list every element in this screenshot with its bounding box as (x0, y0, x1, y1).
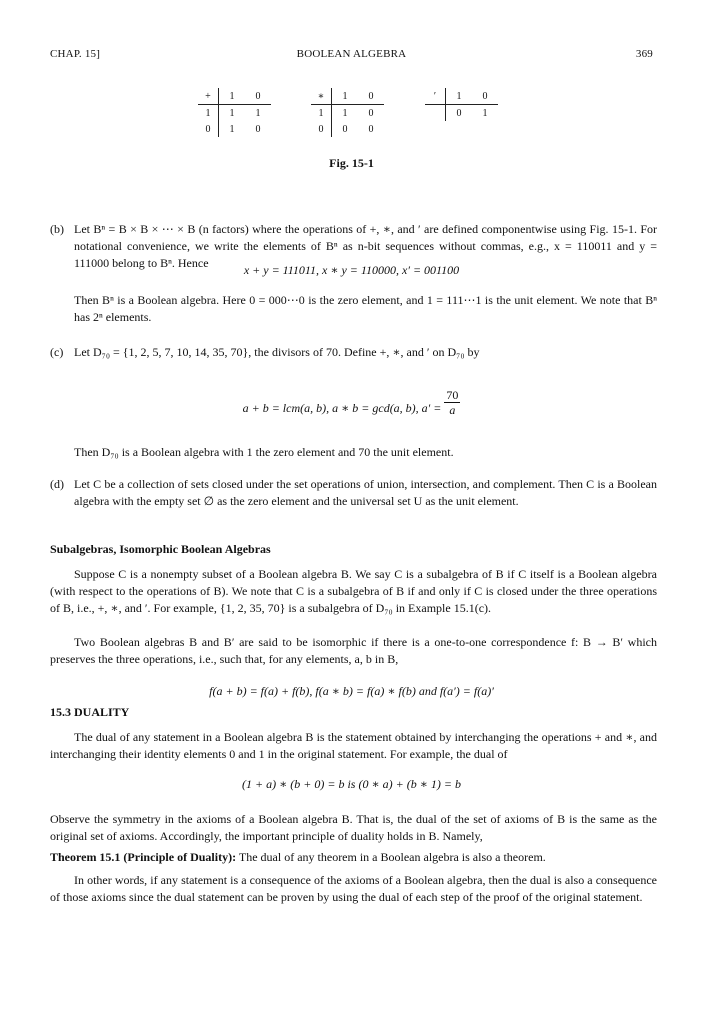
table-col-header: 1 (332, 88, 359, 105)
table-col-header: 0 (245, 88, 271, 105)
running-title: BOOLEAN ALGEBRA (296, 48, 407, 60)
theorem-label: Theorem 15.1 (Principle of Duality): (50, 850, 237, 864)
table-cell: 1 (482, 107, 488, 119)
table-cell: 1 (229, 107, 235, 119)
paragraph: Two Boolean algebras B and B′ are said to be isomorphic if there is a one-to-one correspondence f: B → B′ which preserves the three operations, i.e., such that, for any elements, a, b in B, (50, 635, 657, 666)
chapter-label: CHAP. 15] (50, 48, 101, 60)
figure-caption: Fig. 15-1 (329, 156, 374, 170)
equation-c (0, 387, 703, 417)
or-table (198, 88, 271, 137)
complement-table (425, 88, 498, 121)
example-c-conclusion (50, 444, 657, 464)
table-col-header: 1 (219, 88, 246, 105)
table-cell: 0 (342, 123, 348, 135)
table-cell: 0 (456, 107, 462, 119)
section-heading: Subalgebras, Isomorphic Boolean Algebras (50, 542, 271, 556)
table-operator: ′ (425, 88, 446, 105)
paragraph: Suppose C is a nonempty subset of a Boolean algebra B. We say C is a subalgebra of B if C itself is a Boolean algebra (with respect to the operations of B). We note that C is a subalgebra of B if and only if C is closed under the three operations of B, i.e., +, ∗, and ′. For example, {1, 2, 35, 70} is a subalgebra of D₇₀ in Example 15.1(c). (50, 567, 657, 615)
fraction-denominator: a (449, 402, 456, 417)
example-text: Then D₇₀ is a Boolean algebra with 1 the zero element and 70 the unit element. (74, 445, 454, 459)
example-text: Let D₇₀ = {1, 2, 5, 7, 10, 14, 35, 70}, the divisors of 70. Define +, ∗, and ′ on D₇₀ by (74, 345, 480, 359)
example-b-conclusion (50, 292, 657, 332)
section-heading: 15.3 DUALITY (50, 705, 130, 719)
table-cell: 1 (342, 107, 348, 119)
table-row-header: 1 (198, 105, 219, 122)
table-col-header: 0 (472, 88, 498, 105)
table-col-header: 0 (358, 88, 384, 105)
example-d (50, 476, 657, 516)
table-operator: ∗ (311, 88, 332, 105)
page-number: 369 (635, 48, 653, 60)
theorem (50, 849, 657, 866)
example-label: (d) (50, 477, 64, 491)
table-row-header (425, 105, 446, 122)
paragraph: The dual of any statement in a Boolean algebra B is the statement obtained by interchanging the operations + and ∗, and interchanging their identity elements 0 and 1 in the original statement. For example, the dual of (50, 730, 657, 761)
table-cell: 1 (229, 123, 235, 135)
table-cell: 1 (255, 107, 261, 119)
table-col-header: 1 (446, 88, 473, 105)
table-cell: 0 (255, 123, 261, 135)
and-table (311, 88, 384, 137)
table-row-header: 0 (311, 121, 332, 137)
equation-isomorphism: f(a + b) = f(a) + f(b), f(a ∗ b) = f(a) ∗ f(b) and f(a′) = f(a)′ (209, 684, 494, 698)
theorem-text: The dual of any theorem in a Boolean algebra is also a theorem. (238, 850, 546, 864)
example-label: (b) (50, 222, 64, 236)
example-text: Then Bⁿ is a Boolean algebra. Here 0 = 000⋯0 is the zero element, and 1 = 111⋯1 is the unit element. We note that Bⁿ has 2ⁿ elements. (74, 293, 657, 324)
equation-b: x + y = 111011, x ∗ y = 110000, x′ = 001100 (243, 263, 460, 277)
example-c (50, 344, 657, 364)
example-label: (c) (50, 345, 64, 359)
equation-dual: (1 + a) ∗ (b + 0) = b is (0 ∗ a) + (b ∗ 1) = b (242, 777, 461, 791)
fraction-numerator: 70 (446, 387, 459, 402)
table-cell: 0 (368, 123, 374, 135)
paragraph: In other words, if any statement is a consequence of the axioms of a Boolean algebra, then the dual is also a consequence of those axioms since the dual statement can be proven by using the dual of each step of the proof of the original statement. (50, 873, 657, 904)
table-row-header: 0 (198, 121, 219, 137)
equation-text: a + b = lcm(a, b), a ∗ b = gcd(a, b), a′ = (242, 401, 442, 415)
operation-tables (0, 88, 703, 148)
table-cell: 0 (368, 107, 374, 119)
table-operator: + (198, 88, 219, 105)
table-row-header: 1 (311, 105, 332, 122)
paragraph: Observe the symmetry in the axioms of a Boolean algebra B. That is, the dual of the set of axioms of B is the same as the original set of axioms. Accordingly, the important principle of duality holds in B. Namely, (50, 812, 657, 843)
example-text: Let C be a collection of sets closed under the set operations of union, intersection, and complement. Then C is a Boolean algebra with the empty set ∅ as the zero element and the universal set U as the unit element. (74, 477, 657, 508)
example-text: Let Bⁿ = B × B × ⋯ × B (n factors) where the operations of +, ∗, and ′ are defined componentwise using Fig. 15-1. For notational convenience, we write the elements of Bⁿ as n-bit sequences without commas, e.g., x = 110011 and y = 111000 belong to Bⁿ. Hence (74, 222, 657, 270)
fraction (444, 388, 460, 417)
